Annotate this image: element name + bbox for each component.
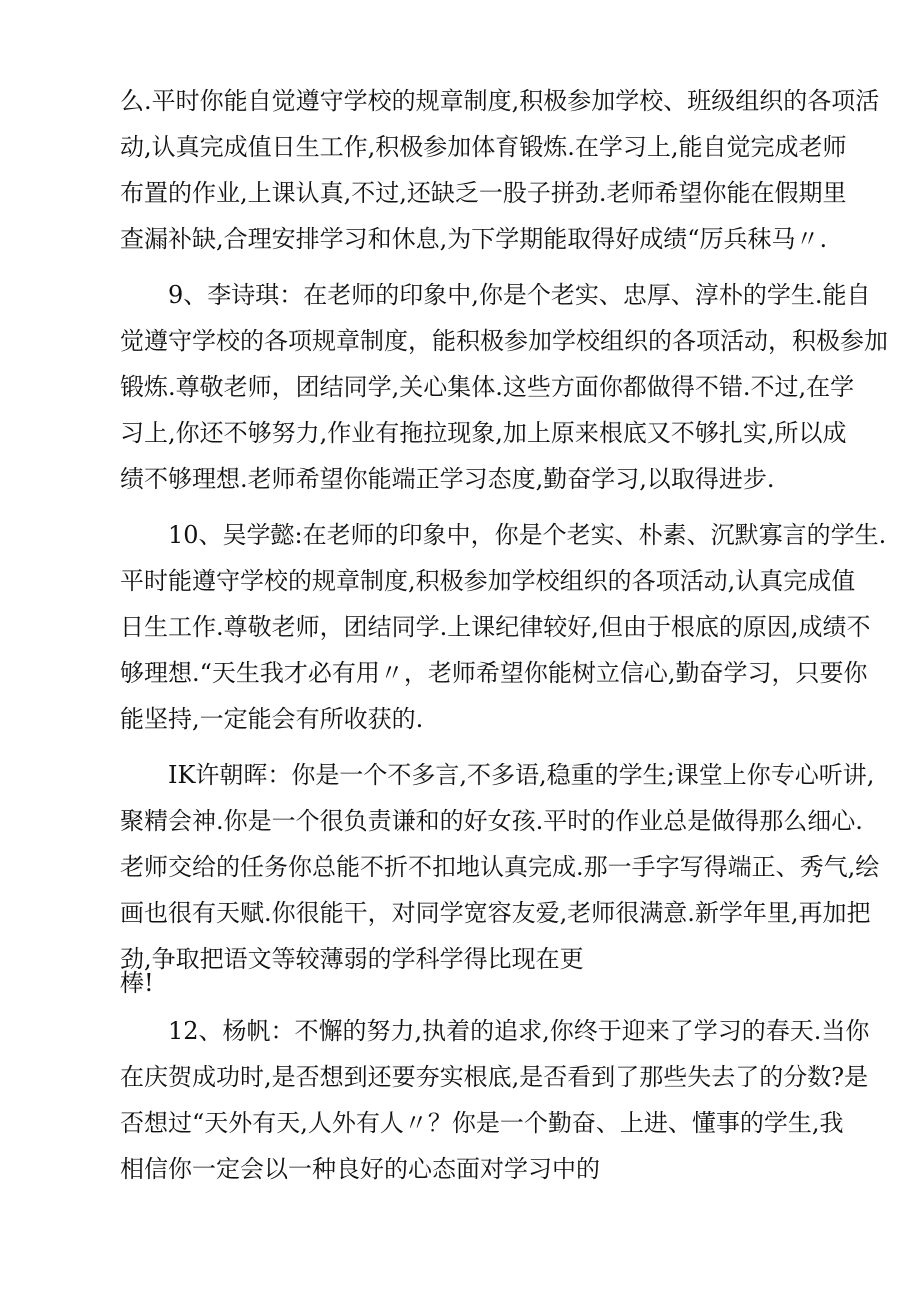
text-line: 觉遵守学校的各项规章制度，能积极参加学校组织的各项活动，积极参加 [120,327,888,355]
text-line: 10、吴学懿:在老师的印象中，你是个老实、朴素、沉默寡言的学生. [168,521,887,549]
text-line: 布置的作业,上课认真,不过,还缺乏一股子拼劲.老师希望你能在假期里 [120,179,847,207]
text-line: 聚精会神.你是一个很负责谦和的好女孩.平时的作业总是做得那么细心. [120,807,863,835]
text-line: 习上,你还不够努力,作业有拖拉现象,加上原来根底又不够扎实,所以成 [120,419,847,447]
text-line: 画也很有天赋.你很能干，对同学宽容友爱,老师很满意.新学年里,再加把 [120,899,871,927]
paragraph-10 [120,512,887,742]
paragraph-12 [120,1008,870,1192]
text-line: 12、杨帆：不懈的努力,执着的追求,你终于迎来了学习的春天.当你 [168,1017,870,1045]
paragraph-11 [120,752,880,998]
text-line: 动,认真完成值日生工作,积极参加体育锻炼.在学习上,能自觉完成老师 [120,133,847,161]
text-line: 够理想.“天生我才必有用〃，老师希望你能树立信心,勤奋学习，只要你 [120,659,868,687]
text-line: 劲,争取把语文等较薄弱的学科学得比现在更 [120,945,584,973]
text-line: 在庆贺成功时,是否想到还要夯实根底,是否看到了那些失去了的分数?是 [120,1063,869,1091]
text-line: 平时能遵守学校的规章制度,积极参加学校组织的各项活动,认真完成值 [120,567,856,595]
text-line: 么.平时你能自觉遵守学校的规章制度,积极参加学校、班级组织的各项活 [120,87,880,115]
text-line: 9、李诗琪：在老师的印象中,你是个老实、忠厚、淳朴的学生.能自 [168,281,871,309]
paragraph-continued [120,78,880,262]
text-line: 能坚持,一定能会有所收获的. [120,705,424,733]
text-line: 相信你一定会以一种良好的心态面对学习中的 [120,1155,600,1183]
text-line: 老师交给的任务你总能不折不扣地认真完成.那一手字写得端正、秀气,绘 [120,853,880,881]
text-line: 绩不够理想.老师希望你能端正学习态度,勤奋学习,以取得进步. [120,465,775,493]
text-line: 否想过“天外有天,人外有人〃？你是一个勤奋、上进、懂事的学生,我 [120,1109,844,1137]
text-line: 日生工作.尊敬老师，团结同学.上课纪律较好,但由于根底的原因,成绩不 [120,613,871,641]
paragraph-9 [120,272,888,502]
document-body [120,78,888,1202]
text-line: 锻炼.尊敬老师，团结同学,关心集体.这些方面你都做得不错.不过,在学 [120,373,855,401]
text-line-tail: 棒! [120,969,154,997]
text-line: 查漏补缺,合理安排学习和休息,为下学期能取得好成绩“厉兵秣马〃. [120,225,828,253]
text-line: IK许朝晖：你是一个不多言,不多语,稳重的学生;课堂上你专心听讲, [168,761,875,789]
